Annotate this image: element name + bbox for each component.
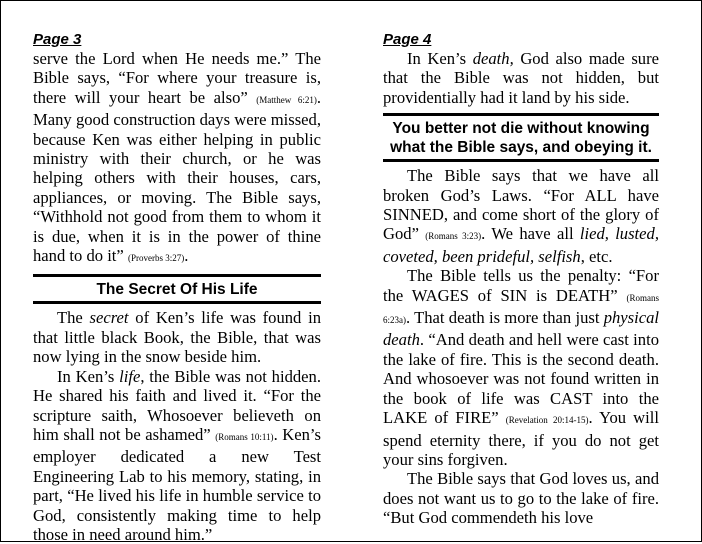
page-label: Page 4 bbox=[383, 31, 432, 48]
paragraph: serve the Lord when He needs me.” The Bible says, “For where your treasure is, there will your heart be also” (Matthew 6:21). Many good construction days were missed, because Ken was either helping in public ministry with their church, or he was helping others with their houses, cars, appliances, or moving. The Bible says, “Withhold not good from them to whom it is due, when it is in the power of thine hand to do it” (Proverbs 3:27). bbox=[33, 49, 321, 266]
paragraph: The Bible says that we have all broken God’s Laws. “For ALL have SINNED, and come short of the glory of God” (Romans 3:23). We have all lied, lusted, coveted, been prideful, selfish, etc. bbox=[383, 166, 659, 266]
paragraph: The Bible tells us the penalty: “For the WAGES of SIN is DEATH” (Romans 6:23a). That death is more than just physical death. “And death and hell were cast into the lake of fire. This is the second death. And whosoever was not found written in the book of life was CAST into the LAKE of FIRE” (Revelation 20:14-15). You will spend eternity there, if you do not get your sins forgiven. bbox=[383, 266, 659, 469]
bible-reference: (Matthew 6:21) bbox=[256, 94, 317, 105]
page-label: Page 3 bbox=[33, 31, 82, 48]
paragraph: The secret of Ken’s life was found in that little black Book, the Bible, that was now lying in the snow beside him. bbox=[33, 308, 321, 367]
bible-reference: (Romans 10:11) bbox=[215, 431, 274, 442]
right-page bbox=[383, 30, 659, 528]
bible-reference: (Romans 3:23) bbox=[425, 231, 482, 242]
divider bbox=[33, 274, 321, 277]
paragraph: In Ken’s life, the Bible was not hidden. He shared his faith and lived it. “For the scripture saith, Whosoever believeth on him shall not be ashamed” (Romans 10:11). Ken’s employer dedicated a new Test Engineering Lab to his memory, stating, in part, “He lived his life in humble service to God, consistently making time to help those in need around him.” bbox=[33, 366, 321, 544]
bible-reference: (Revelation 20:14-15) bbox=[505, 415, 589, 426]
section-heading: You better not die without knowing what the Bible says, and obeying it. bbox=[390, 120, 652, 157]
divider bbox=[383, 113, 659, 116]
paragraph: In Ken’s death, God also made sure that the Bible was not hidden, but providentially had it land by his side. bbox=[383, 49, 659, 107]
left-page bbox=[33, 30, 321, 544]
bible-reference: (Romans 6:23a) bbox=[383, 292, 659, 326]
divider bbox=[33, 301, 321, 304]
paragraph: The Bible says that God loves us, and does not want us to go to the lake of fire. “But God commendeth his love bbox=[383, 469, 659, 528]
divider bbox=[383, 159, 659, 162]
section-heading: The Secret Of His Life bbox=[96, 281, 258, 299]
bible-reference: (Proverbs 3:27) bbox=[127, 253, 185, 264]
